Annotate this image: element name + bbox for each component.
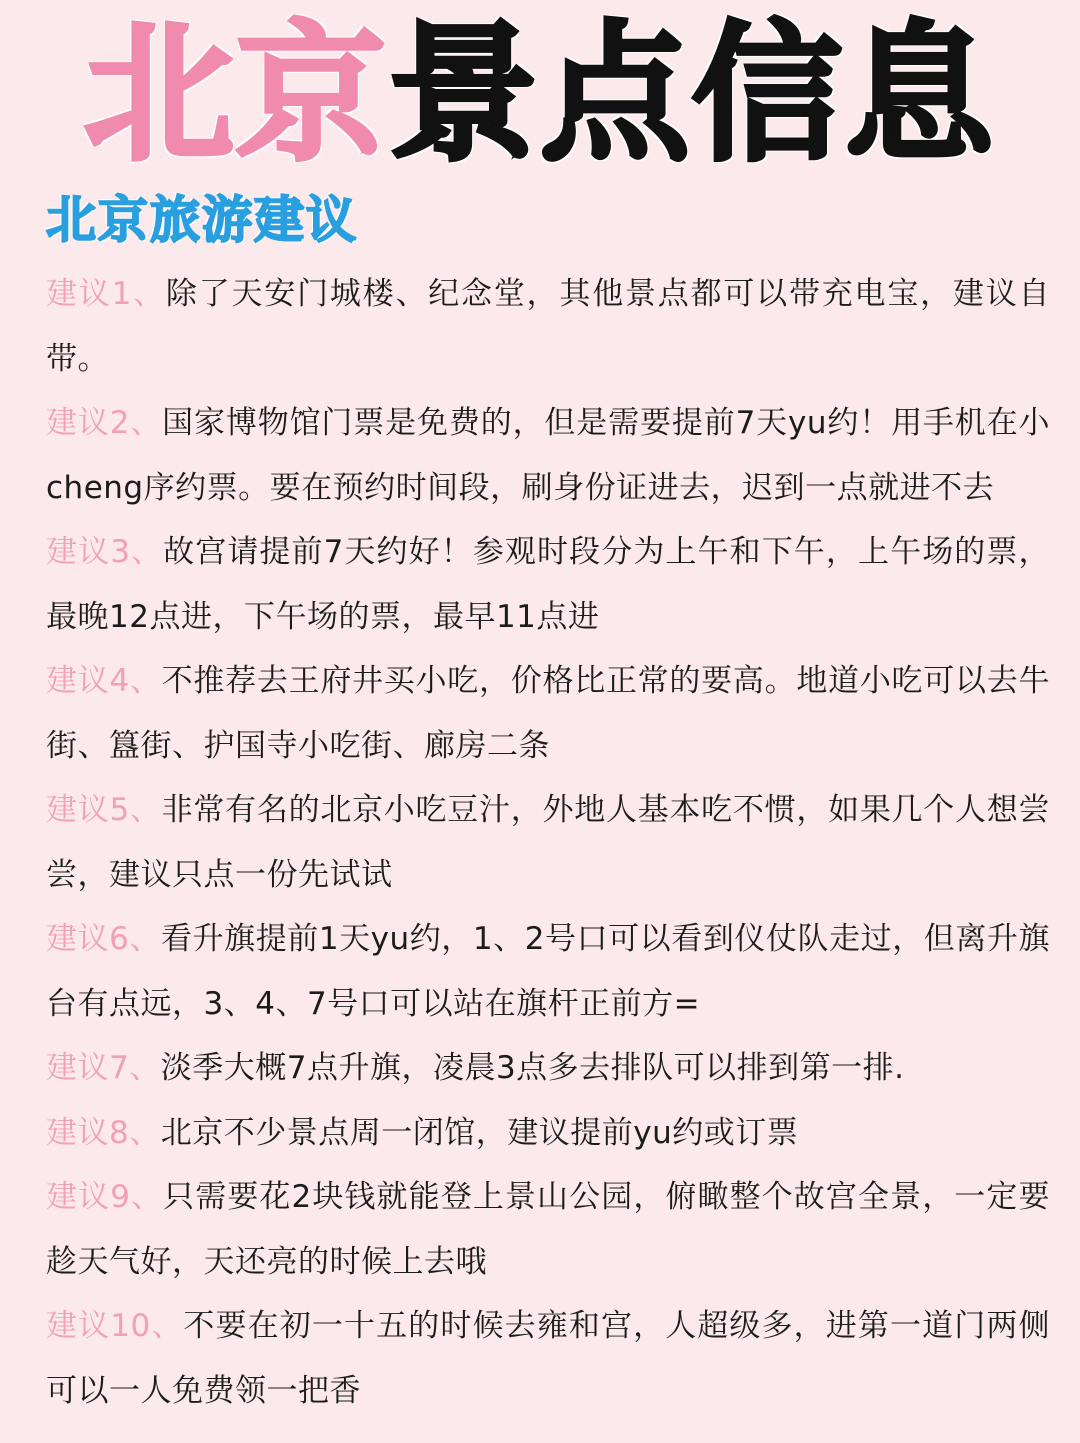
tip-item-9: [46, 1165, 1050, 1294]
tip-label: 建议4、: [46, 663, 162, 699]
tip-label: 建议5、: [46, 792, 162, 828]
tip-text: 非常有名的北京小吃豆汁，外地人基本吃不惯，如果几个人想尝尝，建议只点一份先试试: [46, 792, 1050, 893]
tip-item-1: [46, 262, 1050, 391]
tips-list: [46, 262, 1050, 1423]
tip-label: 建议9、: [46, 1179, 164, 1215]
tip-item-3: [46, 520, 1050, 649]
tip-text: 不推荐去王府井买小吃，价格比正常的要高。地道小吃可以去牛街、簋街、护国寺小吃街、廊房二条: [46, 663, 1050, 764]
tip-item-7: [46, 1036, 1050, 1101]
tip-text: 北京不少景点周一闭馆，建议提前yu约或订票: [160, 1114, 799, 1151]
tip-text: 不要在初一十五的时候去雍和宫，人超级多，进第一道门两侧可以一人免费领一把香: [46, 1308, 1050, 1409]
tip-text: 故宫请提前7天约好！参观时段分为上午和下午，上午场的票，最晚12点进，下午场的票，最早11点进: [46, 534, 1050, 635]
tip-label: 建议7、: [46, 1050, 161, 1086]
page-title: [0, 10, 1080, 180]
tip-label: 建议8、: [46, 1114, 161, 1151]
title-city: 北京: [83, 8, 388, 182]
tip-label: 建议6、: [46, 921, 161, 957]
section-heading: 北京旅游建议: [46, 191, 358, 249]
tip-text: 除了天安门城楼、纪念堂，其他景点都可以带充电宝，建议自带。: [46, 276, 1051, 377]
tip-text: 看升旗提前1天yu约，1、2号口可以看到仪仗队走过，但离升旗台有点远，3、4、7号口可以站在旗杆正前方=: [46, 921, 1050, 1022]
tip-item-6: [46, 907, 1050, 1036]
tip-text: 国家博物馆门票是免费的，但是需要提前7天yu约！用手机在小cheng序约票。要在预约时间段，刷身份证进去，迟到一点就进不去: [46, 405, 1050, 506]
tip-item-2: [46, 391, 1050, 520]
tip-text: 淡季大概7点升旗，凌晨3点多去排队可以排到第一排.: [160, 1050, 905, 1086]
tip-item-4: [46, 649, 1050, 778]
tip-label: 建议10、: [46, 1308, 184, 1344]
tip-item-8: [46, 1101, 1050, 1166]
tip-label: 建议1、: [46, 276, 166, 312]
tip-label: 建议3、: [46, 534, 164, 570]
tip-item-5: [46, 778, 1050, 907]
title-topic: 景点信息: [388, 8, 997, 182]
tip-item-10: [46, 1294, 1050, 1423]
tip-text: 只需要花2块钱就能登上景山公园，俯瞰整个故宫全景，一定要趁天气好，天还亮的时候上去哦: [46, 1179, 1050, 1280]
tip-label: 建议2、: [46, 405, 163, 441]
